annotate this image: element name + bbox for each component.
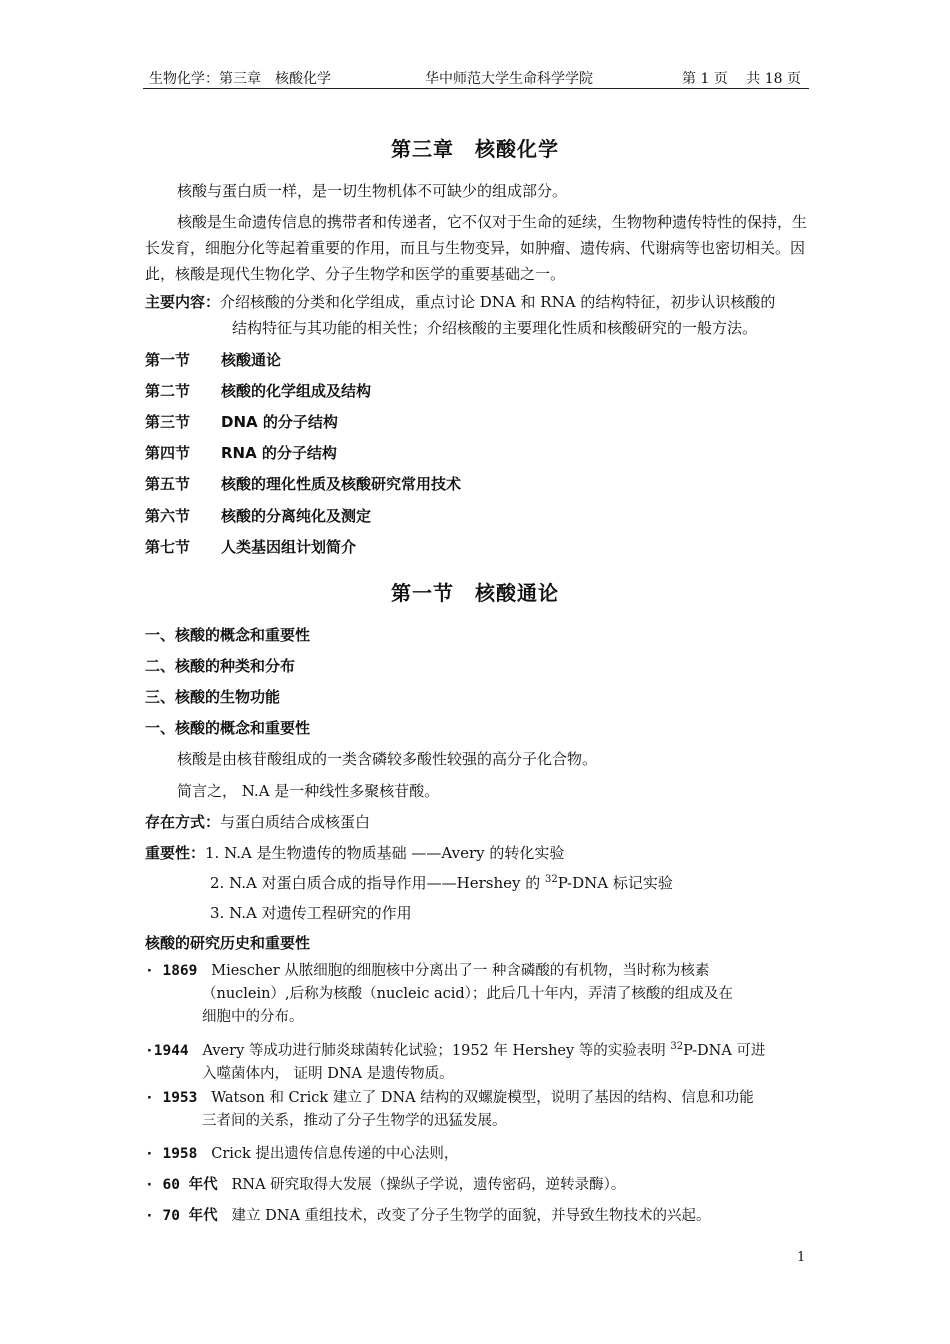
importance-item-1: 1. N.A 是生物遗传的物质基础 ——Avery 的转化实验 xyxy=(205,844,565,862)
history-item-60s: · 60 年代 RNA 研究取得大发展（操纵子学说，遗传密码，逆转录酶）。 xyxy=(145,1177,626,1193)
chapter-title: 第三章 核酸化学 xyxy=(391,137,559,161)
subsection-heading: 一、核酸的概念和重要性 xyxy=(145,719,311,737)
toc-item: 第三节 DNA 的分子结构 xyxy=(145,413,338,431)
header-page-info: 第 1 页 共 18 页 xyxy=(682,71,801,87)
page-number: 1 xyxy=(797,1250,806,1265)
toc-item: 第四节 RNA 的分子结构 xyxy=(145,444,337,462)
history-item-70s: · 70 年代 建立 DNA 重组技术，改变了分子生物学的面貌，并导致生物技术的兴起。 xyxy=(145,1208,711,1224)
importance-label: 重要性： xyxy=(145,844,206,862)
section-title: 第一节 核酸通论 xyxy=(391,581,559,605)
toc-item: 第五节 核酸的理化性质及核酸研究常用技术 xyxy=(145,475,462,493)
outline-item: 三、核酸的生物功能 xyxy=(145,688,281,706)
header-institution: 华中师范大学生命科学学院 xyxy=(425,71,593,87)
existence-text: 与蛋白质结合成核蛋白 xyxy=(220,813,371,831)
main-content-label: 主要内容： xyxy=(145,293,221,311)
toc-item: 第二节 核酸的化学组成及结构 xyxy=(145,382,372,400)
history-item-1944: ·1944 Avery 等成功进行肺炎球菌转化试验；1952 年 Hershey 等的实验表明 $^{32}$P-DNA 可进 入噬菌体内， 证明 DNA 是遗传物质。 xyxy=(145,1041,766,1082)
definition-text: 核酸是由核苷酸组成的一类含磷较多酸性较强的高分子化合物。 xyxy=(177,750,598,768)
page-header xyxy=(143,66,809,89)
history-heading: 核酸的研究历史和重要性 xyxy=(145,934,311,952)
toc-item: 第一节 核酸通论 xyxy=(145,351,282,369)
main-content-line-2: 结构特征与其功能的相关性；介绍核酸的主要理化性质和核酸研究的一般方法。 xyxy=(232,319,758,337)
main-content-text-1: 介绍核酸的分类和化学组成，重点讨论 DNA 和 RNA 的结构特征，初步认识核酸的 xyxy=(220,293,776,311)
brief-text: 简言之， N.A 是一种线性多聚核苷酸。 xyxy=(177,782,440,800)
outline-item: 一、核酸的概念和重要性 xyxy=(145,626,311,644)
main-content-line-1 xyxy=(145,291,775,312)
existence-label: 存在方式： xyxy=(145,813,221,831)
history-item-1953: · 1953 Watson 和 Crick 建立了 DNA 结构的双螺旋模型，说明了基因的结构、信息和功能 三者间的关系，推动了分子生物学的迅猛发展。 xyxy=(145,1090,754,1129)
history-item-1958: · 1958 Crick 提出遗传信息传递的中心法则， xyxy=(145,1146,459,1162)
importance-line-1 xyxy=(145,842,564,863)
importance-item-3: 3. N.A 对遗传工程研究的作用 xyxy=(210,904,412,922)
intro-paragraph-1: 核酸与蛋白质一样，是一切生物机体不可缺少的组成部分。 xyxy=(177,182,568,200)
importance-item-2: 2. N.A 对蛋白质合成的指导作用——Hershey 的 $^{32}$P-DNA 标记实验 xyxy=(210,874,673,892)
toc-item: 第七节 人类基因组计划简介 xyxy=(145,538,357,556)
header-course-chapter: 生物化学：第三章 核酸化学 xyxy=(149,71,331,87)
history-item-1869: · 1869 Miescher 从脓细胞的细胞核中分离出了一 种含磷酸的有机物，当时称为核素 （nuclein）,后称为核酸（nucleic acid）；此后几十年内，弄清了核酸的组成及在 细胞中的分布。 xyxy=(145,963,733,1025)
existence-line xyxy=(145,811,370,832)
toc-item: 第六节 核酸的分离纯化及测定 xyxy=(145,507,372,525)
outline-item: 二、核酸的种类和分布 xyxy=(145,657,296,675)
intro-paragraph-2: 核酸是生命遗传信息的携带者和传递者，它不仅对于生命的延续，生物物种遗传特性的保持，生长发育，细胞分化等起着重要的作用，而且与生物变异，如肿瘤、遗传病、代谢病等也密切相关。因此，核酸是现代生物化学、分子生物学和医学的重要基础之一。 xyxy=(145,213,808,283)
